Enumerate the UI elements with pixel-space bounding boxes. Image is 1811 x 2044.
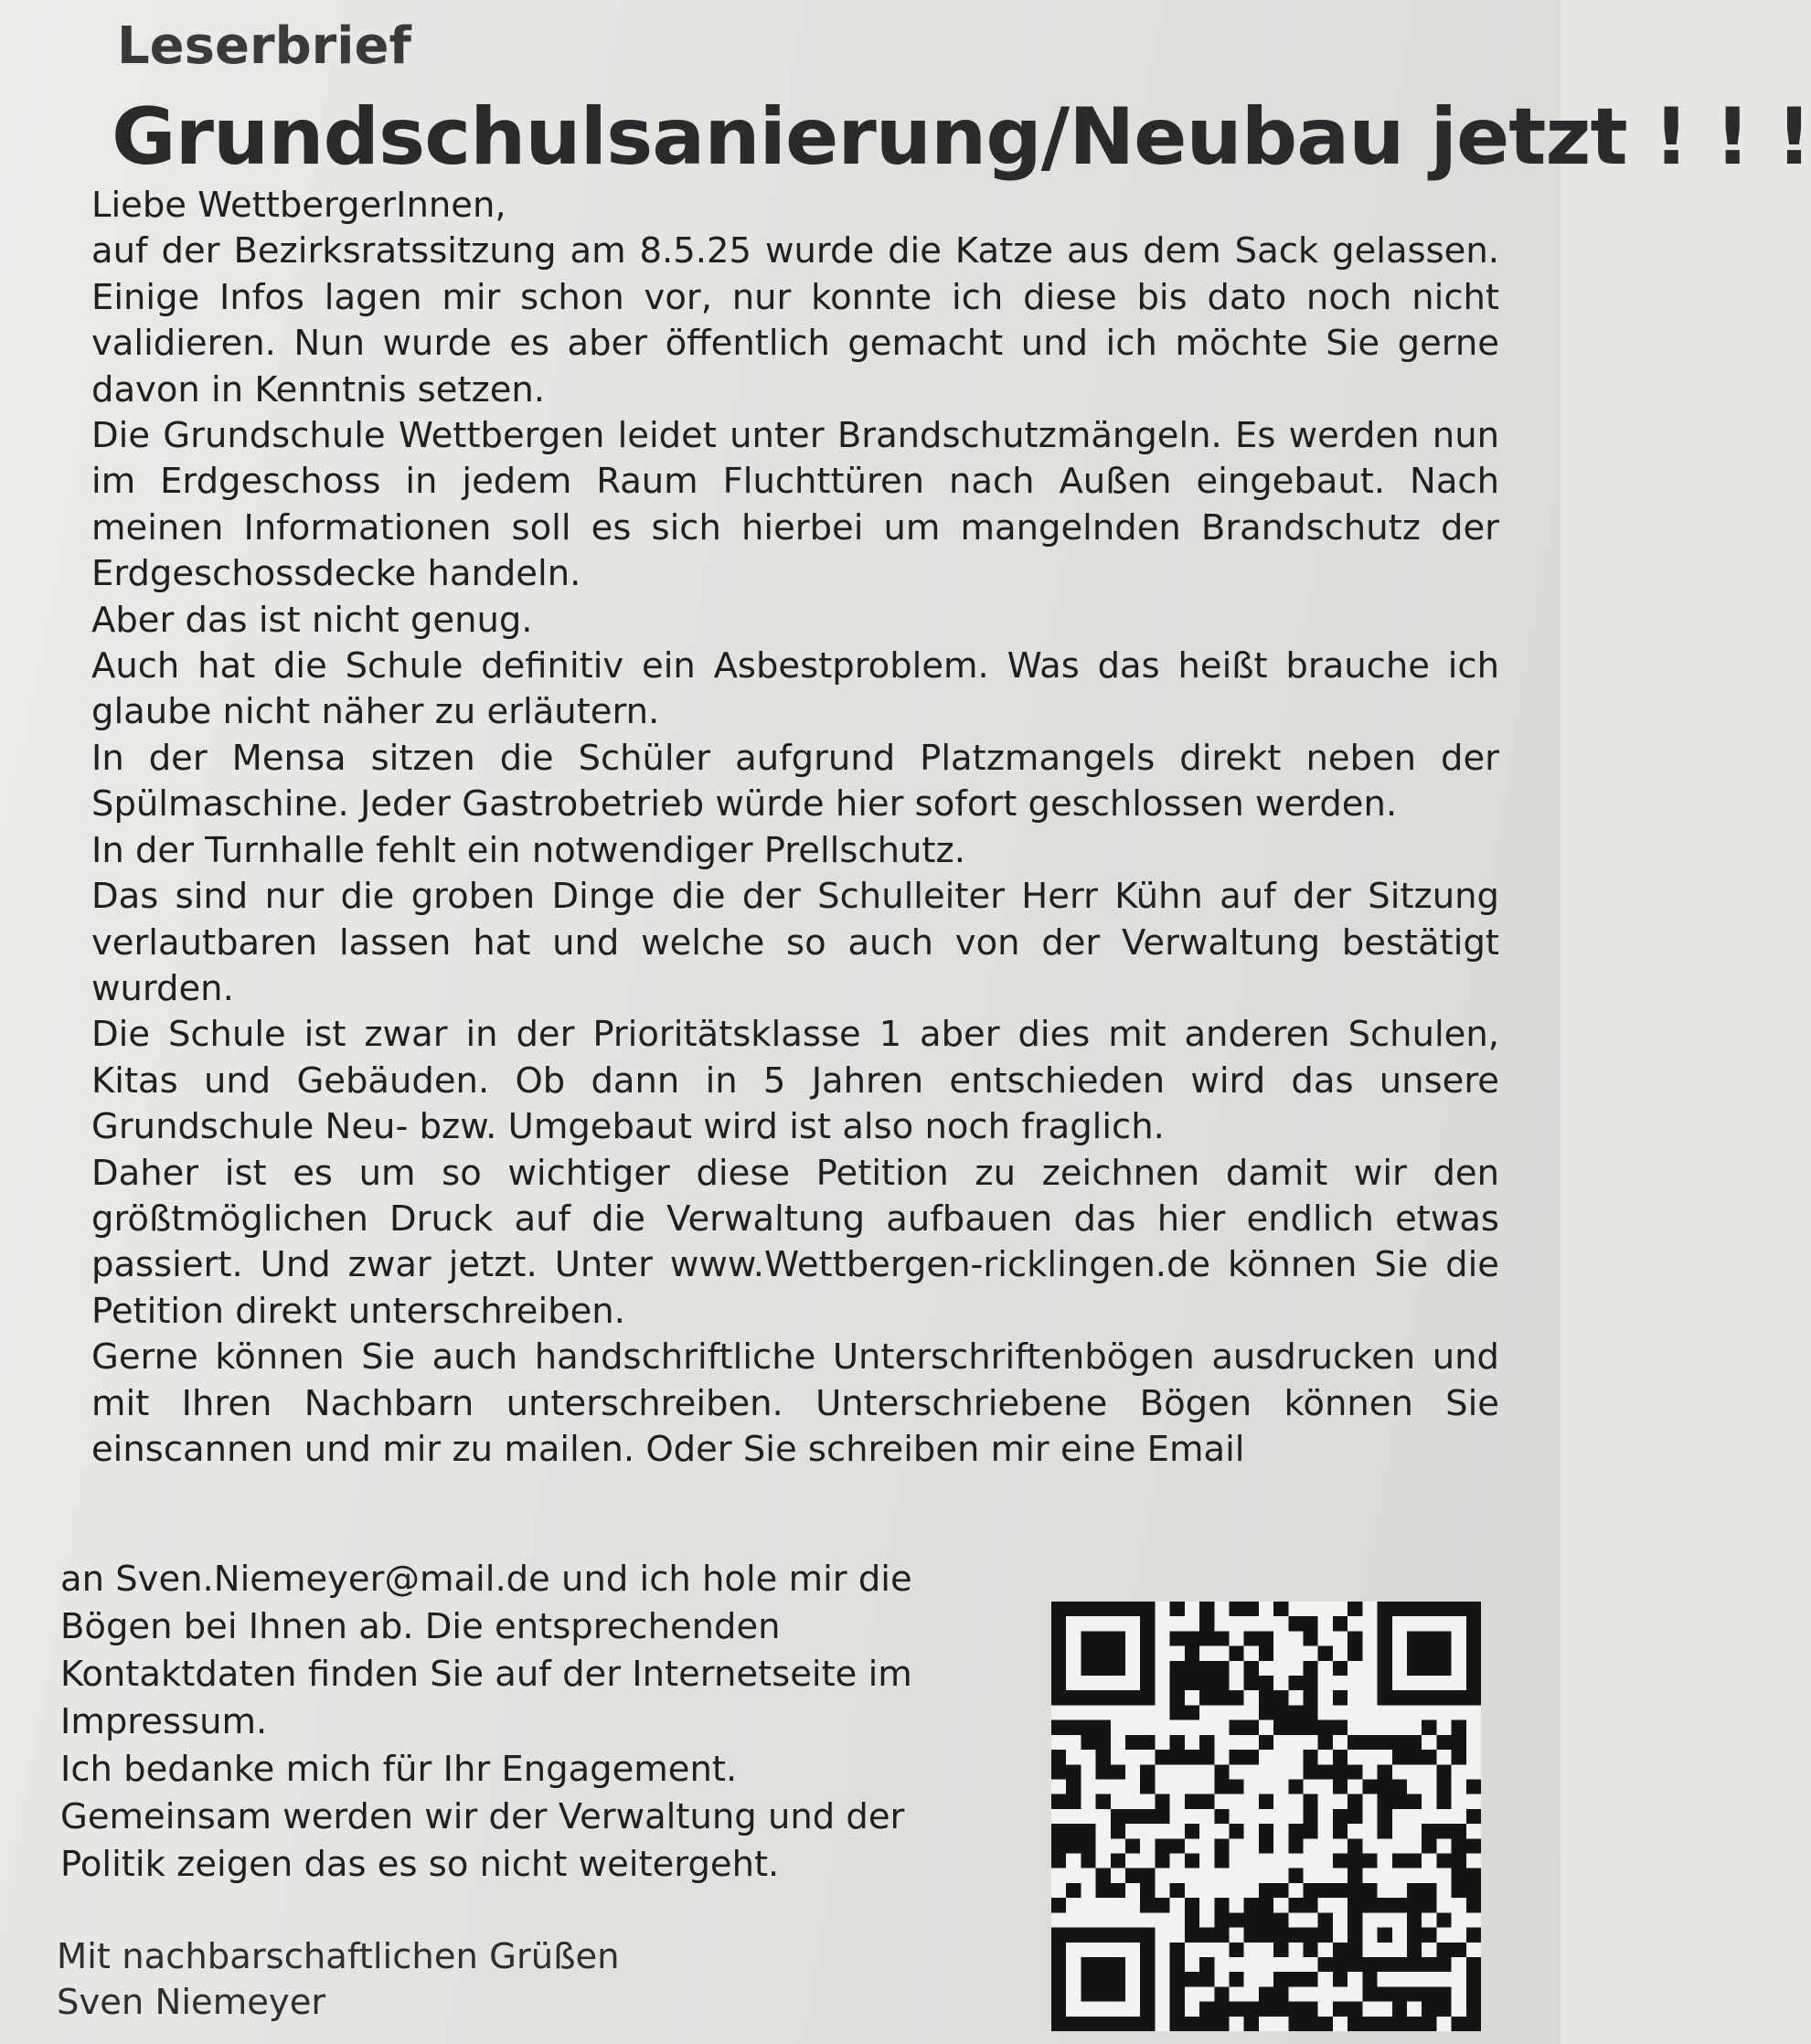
letter-body-continued	[60, 1556, 993, 1889]
paragraph: Aber das ist nicht genug.	[91, 599, 533, 641]
qr-code-icon	[1051, 1602, 1481, 2031]
paragraph: Gerne können Sie auch handschriftliche Unterschriftenbögen ausdrucken und mit Ihren Nachbarn unterschreiben. Unterschriebene Bögen können Sie einscannen und mir zu mailen. Oder Sie schreiben mir eine Email	[91, 1336, 1499, 1470]
signature: Sven Niemeyer	[57, 1982, 326, 2023]
closing-greeting: Mit nachbarschaftlichen Grüßen	[57, 1936, 620, 1977]
paragraph: an Sven.Niemeyer@mail.de und ich hole mir die Bögen bei Ihnen ab. Die entsprechenden Kontaktdaten finden Sie auf der Internetseite im Impressum.	[60, 1559, 912, 1742]
paragraph: auf der Bezirksratssitzung am 8.5.25 wurde die Katze aus dem Sack gelassen. Einige Infos lagen mir schon vor, nur konnte ich diese bis dato noch nicht validieren. Nun wurde es aber öffentlich gemacht und ich möchte Sie gerne davon in Kenntnis setzen.	[91, 230, 1499, 410]
letter-body	[91, 183, 1499, 1473]
paragraph: Auch hat die Schule definitiv ein Asbestproblem. Was das heißt brauche ich glaube nicht näher zu erläutern.	[91, 645, 1499, 733]
paragraph: Das sind nur die groben Dinge die der Schulleiter Herr Kühn auf der Sitzung verlautbaren lassen hat und welche so auch von der Verwaltung bestätigt wurden.	[91, 876, 1499, 1009]
paragraph: Daher ist es um so wichtiger diese Petition zu zeichnen damit wir den größtmöglichen Druck auf die Verwaltung aufbauen das hier endlich etwas passiert. Und zwar jetzt. Unter www.Wettbergen-ricklingen.de können Sie die Petition direkt unterschreiben.	[91, 1152, 1499, 1332]
letter-closing	[57, 1934, 879, 2026]
salutation: Liebe WettbergerInnen,	[91, 185, 506, 226]
paragraph: Die Schule ist zwar in der Prioritätsklasse 1 aber dies mit anderen Schulen, Kitas und Gebäuden. Ob dann in 5 Jahren entschieden wird das unsere Grundschule Neu- bzw. Umgebaut wird ist also noch fraglich.	[91, 1014, 1499, 1148]
paragraph: Ich bedanke mich für Ihr Engagement.	[60, 1749, 738, 1790]
paragraph: In der Turnhalle fehlt ein notwendiger Prellschutz.	[91, 829, 965, 871]
paragraph: Gemeinsam werden wir der Verwaltung und der Politik zeigen das es so nicht weitergeht.	[60, 1796, 905, 1885]
headline: Grundschulsanierung/Neubau jetzt ! ! !	[112, 91, 1811, 183]
paragraph: Die Grundschule Wettbergen leidet unter Brandschutzmängeln. Es werden nun im Erdgeschoss in jedem Raum Fluchttüren nach Außen eingebaut. Nach meinen Informationen soll es sich hierbei um mangelnden Brandschutz der Erdgeschossdecke handeln.	[91, 415, 1499, 595]
paragraph: In der Mensa sitzen die Schüler aufgrund Platzmangels direkt neben der Spülmaschine. Jeder Gastrobetrieb würde hier sofort geschlossen werden.	[91, 737, 1499, 825]
section-label: Leserbrief	[117, 16, 411, 76]
qr-code-graphic	[1051, 1602, 1481, 2031]
